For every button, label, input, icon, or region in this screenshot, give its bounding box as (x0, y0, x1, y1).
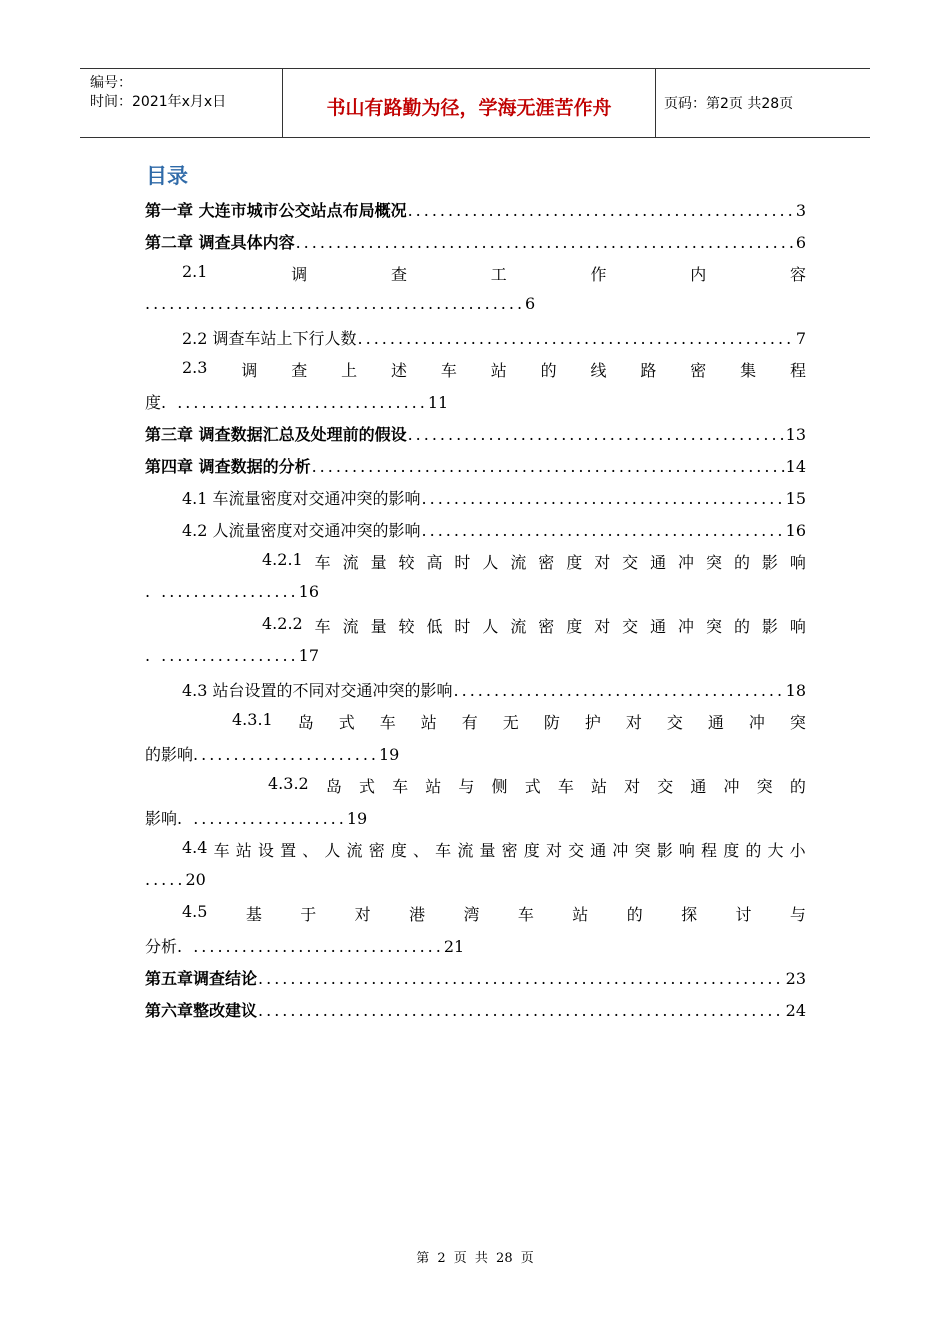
toc-entry-char: 线 (590, 361, 607, 380)
toc-entry-char: 、 (302, 841, 319, 860)
toc-entry-char: 响 (678, 841, 695, 860)
toc-entry-page: 6 (795, 233, 806, 252)
toc-entry-char: 4.2.1 (262, 550, 303, 569)
toc-entry-char: 4.3.2 (268, 774, 309, 793)
toc-entry-page: 11 (427, 393, 449, 412)
toc-entry-char: 大 (767, 841, 784, 860)
toc-entry-char: 的 (626, 905, 643, 924)
toc-entry[interactable] (268, 774, 806, 796)
toc-entry-char: 度 (523, 841, 540, 860)
toc-entry-char: 交 (568, 841, 585, 860)
header-page-info: 页码：第2页 共28页 (664, 96, 794, 112)
toc-entry-char: 冲 (612, 841, 629, 860)
toc-entry-char: 的 (733, 617, 750, 636)
toc-entry-char: 与 (789, 905, 806, 924)
toc-entry-char: 于 (300, 905, 317, 924)
toc-entry-text-tail: 的影响 (145, 745, 194, 764)
toc-entry[interactable] (145, 966, 806, 988)
toc-entry-char: 容 (789, 265, 806, 284)
toc-entry[interactable] (262, 614, 806, 636)
toc-entry-char: 港 (409, 905, 426, 924)
toc-entry-text: 2.2 调查车站上下行人数 (182, 329, 357, 348)
toc-entry-char: 岛 (297, 713, 314, 732)
toc-entry-char: 车 (440, 361, 457, 380)
toc-entry-char: 流 (457, 841, 474, 860)
toc-entry-char: 对 (545, 841, 562, 860)
toc-entry[interactable] (182, 486, 806, 508)
toc-entry-char: 无 (502, 713, 519, 732)
toc-entry-char: 4.5 (182, 902, 208, 921)
toc-entry-text: 第六章整改建议 (145, 1001, 258, 1020)
toc-entry[interactable] (182, 838, 806, 860)
toc-entry-char: 对 (594, 617, 611, 636)
toc-entry-char: 密 (538, 617, 555, 636)
page-header (80, 68, 870, 138)
toc-entry[interactable] (182, 358, 806, 380)
toc-entry-char: 量 (479, 841, 496, 860)
toc-entry-char: 站 (235, 841, 252, 860)
toc-entry[interactable] (182, 518, 806, 540)
toc-entry-char: 内 (690, 265, 707, 284)
toc-entry-text: 4.1 车流量密度对交通冲突的影响 (182, 489, 421, 508)
toc-entry-char: 度 (723, 841, 740, 860)
toc-entry-char: 突 (706, 617, 723, 636)
page-footer: 第 2 页 共 28 页 (416, 1251, 534, 1266)
toc-entry-char: 较 (398, 617, 415, 636)
toc-entry-page: 16 (785, 521, 806, 540)
document-number-label: 编号： (90, 75, 132, 91)
toc-entry-page: 13 (785, 425, 806, 444)
toc-entry[interactable] (182, 902, 806, 924)
toc-entry-char: 交 (657, 777, 674, 796)
toc-entry-text: 第四章 调查数据的分析 (145, 457, 311, 476)
toc-entry-char: 流 (510, 553, 527, 572)
toc-entry-char: 4.2.2 (262, 614, 303, 633)
toc-entry-char: 护 (584, 713, 601, 732)
toc-entry-char: 通 (690, 777, 707, 796)
toc-entry-text: 第三章 调查数据汇总及处理前的假设 (145, 425, 407, 444)
toc-entry-char: 小 (789, 841, 806, 860)
toc-entry-char: 流 (510, 617, 527, 636)
toc-entry-page: 24 (785, 1001, 806, 1020)
toc-entry[interactable] (145, 454, 806, 476)
toc-entry-page: 20 (185, 870, 206, 889)
toc-entry-char: 车 (435, 841, 452, 860)
header-left-cell (80, 69, 280, 137)
toc-entry-char: 与 (458, 777, 475, 796)
toc-entry-char: 的 (789, 777, 806, 796)
toc-entry[interactable] (145, 230, 806, 252)
toc-entry-char: 对 (625, 713, 642, 732)
toc-entry[interactable] (182, 326, 806, 348)
toc-entry-char: 车 (314, 553, 331, 572)
header-right-cell (656, 69, 870, 137)
toc-entry-char: 述 (390, 361, 407, 380)
toc-entry-char: 量 (370, 617, 387, 636)
toc-entry-char: 站 (425, 777, 442, 796)
toc-entry-tail: . .................16 (145, 582, 319, 601)
toc-entry-page: 6 (525, 294, 536, 313)
toc-entry-char: 讨 (735, 905, 752, 924)
toc-entry-char: 湾 (463, 905, 480, 924)
toc-entry-char: 量 (370, 553, 387, 572)
toc-entry-char: 的 (540, 361, 557, 380)
toc-entry-char: 时 (454, 617, 471, 636)
toc-entry[interactable] (262, 550, 806, 572)
toc-entry-page: 18 (785, 681, 806, 700)
toc-entry-char: 交 (622, 553, 639, 572)
toc-entry-char: 调 (241, 361, 258, 380)
toc-entry-char: 作 (590, 265, 607, 284)
toc-entry-char: 影 (656, 841, 673, 860)
toc-entry[interactable] (145, 998, 806, 1020)
toc-entry-page: 14 (785, 457, 806, 476)
toc-entry-char: 程 (789, 361, 806, 380)
toc-entry-page: 19 (346, 809, 368, 828)
toc-entry-page: 7 (795, 329, 806, 348)
toc-entry-tail: 的影响.......................19 (145, 745, 400, 764)
toc-entry-char: 人 (482, 553, 499, 572)
toc-entry-text: 4.2 人流量密度对交通冲突的影响 (182, 521, 421, 540)
toc-entry-char: 突 (706, 553, 723, 572)
toc-entry-char: 密 (538, 553, 555, 572)
toc-entry-char: 对 (594, 553, 611, 572)
toc-entry-char: 冲 (678, 553, 695, 572)
toc-entry-char: 交 (622, 617, 639, 636)
toc-entry-char: 通 (650, 553, 667, 572)
toc-entry-char: 基 (245, 905, 262, 924)
toc-entry[interactable] (145, 198, 806, 220)
toc-entry-text-tail: 分析 (145, 937, 178, 956)
toc-entry-char: 响 (789, 617, 806, 636)
toc-entry-char: 影 (761, 617, 778, 636)
header-middle-cell (282, 69, 656, 137)
toc-entry-text-tail: 影响 (145, 809, 178, 828)
toc-entry-char: 度 (390, 841, 407, 860)
toc-entry-char: 低 (426, 617, 443, 636)
toc-entry-char: 通 (707, 713, 724, 732)
toc-entry-char: 度 (566, 617, 583, 636)
toc-entry-char: 流 (342, 617, 359, 636)
toc-entry-char: 影 (761, 553, 778, 572)
toc-entry-char: 上 (341, 361, 358, 380)
toc-entry-tail: ...............................................6 (145, 294, 536, 313)
toc-entry-char: 的 (733, 553, 750, 572)
toc-entry-page: 16 (298, 582, 319, 601)
toc-entry-page: 15 (785, 489, 806, 508)
toc-entry-char: 车 (557, 777, 574, 796)
toc-entry-page: 23 (785, 969, 806, 988)
toc-entry-char: 式 (524, 777, 541, 796)
toc-entry-char: 交 (666, 713, 683, 732)
toc-entry-char: 突 (634, 841, 651, 860)
document-date: 时间：2021年x月x日 (90, 94, 227, 110)
toc-entry-char: 突 (756, 777, 773, 796)
toc-entry-char: 响 (789, 553, 806, 572)
toc-entry-char: 设 (257, 841, 274, 860)
toc-entry-char: 侧 (491, 777, 508, 796)
toc-entry[interactable] (232, 710, 806, 732)
toc-entry-char: 人 (324, 841, 341, 860)
toc-entry-char: 站 (490, 361, 507, 380)
toc-entry-char: 突 (789, 713, 806, 732)
toc-entry-char: 查 (291, 361, 308, 380)
toc-entry-page: 3 (795, 201, 806, 220)
toc-entry-tail: .....20 (145, 870, 206, 889)
toc-entry-tail: 度. ...............................11 (145, 393, 449, 412)
toc-entry-char: 4.4 (182, 838, 208, 857)
toc-entry-char: 通 (590, 841, 607, 860)
toc-entry-char: 置 (280, 841, 297, 860)
toc-entry-char: 密 (368, 841, 385, 860)
toc-entry-char: 人 (482, 617, 499, 636)
toc-entry-char: 岛 (325, 777, 342, 796)
toc-entry-char: 车 (517, 905, 534, 924)
toc-entry-char: 高 (426, 553, 443, 572)
toc-entry-char: 探 (681, 905, 698, 924)
toc-entry-tail: 影响. ...................19 (145, 809, 368, 828)
toc-entry-char: 较 (398, 553, 415, 572)
toc-title: 目录 (146, 164, 188, 188)
toc-entry-page: 17 (298, 646, 319, 665)
toc-entry-text: 第二章 调查具体内容 (145, 233, 295, 252)
toc-entry-page: 21 (443, 937, 465, 956)
toc-entry-page: 19 (379, 745, 400, 764)
toc-entry-char: 调 (291, 265, 308, 284)
toc-entry-char: 站 (572, 905, 589, 924)
toc-entry-char: 查 (390, 265, 407, 284)
toc-entry-char: 流 (346, 841, 363, 860)
toc-entry-char: 程 (701, 841, 718, 860)
toc-entry-char: 对 (354, 905, 371, 924)
toc-entry-char: 密 (501, 841, 518, 860)
toc-entry-text: 4.3 站台设置的不同对交通冲突的影响 (182, 681, 453, 700)
toc-entry-char: 冲 (723, 777, 740, 796)
header-motto: 书山有路勤为径，学海无涯苦作舟 (326, 97, 612, 119)
toc-entry[interactable] (182, 262, 806, 284)
toc-entry-char: 对 (624, 777, 641, 796)
toc-entry-char: 、 (413, 841, 430, 860)
toc-entry-char: 2.3 (182, 358, 208, 377)
toc-entry-tail: . .................17 (145, 646, 319, 665)
toc-entry-char: 冲 (678, 617, 695, 636)
toc-entry-char: 集 (740, 361, 757, 380)
toc-entry-char: 度 (566, 553, 583, 572)
toc-entry-char: 2.1 (182, 262, 208, 281)
toc-entry-char: 时 (454, 553, 471, 572)
toc-entry-char: 流 (342, 553, 359, 572)
toc-entry-char: 车 (213, 841, 230, 860)
toc-entry-char: 车 (392, 777, 409, 796)
toc-entry-char: 式 (358, 777, 375, 796)
toc-entry-char: 有 (461, 713, 478, 732)
toc-entry-char: 冲 (748, 713, 765, 732)
toc-entry-text-tail: 度 (145, 393, 162, 412)
toc-entry-char: 车 (379, 713, 396, 732)
toc-entry-char: 的 (745, 841, 762, 860)
toc-entry-char: 式 (338, 713, 355, 732)
toc-entry-tail: 分析. ...............................21 (145, 937, 465, 956)
toc-entry-char: 通 (650, 617, 667, 636)
toc-entry-char: 工 (490, 265, 507, 284)
toc-entry[interactable] (182, 678, 806, 700)
toc-entry-char: 路 (640, 361, 657, 380)
toc-entry-char: 密 (690, 361, 707, 380)
toc-entry-text: 第一章 大连市城市公交站点布局概况 (145, 201, 407, 220)
toc-entry-char: 站 (590, 777, 607, 796)
toc-entry-char: 站 (420, 713, 437, 732)
toc-entry-char: 防 (543, 713, 560, 732)
toc-entry-text: 第五章调查结论 (145, 969, 258, 988)
toc-entry-char: 4.3.1 (232, 710, 273, 729)
toc-entry-char: 车 (314, 617, 331, 636)
toc-entry[interactable] (145, 422, 806, 444)
